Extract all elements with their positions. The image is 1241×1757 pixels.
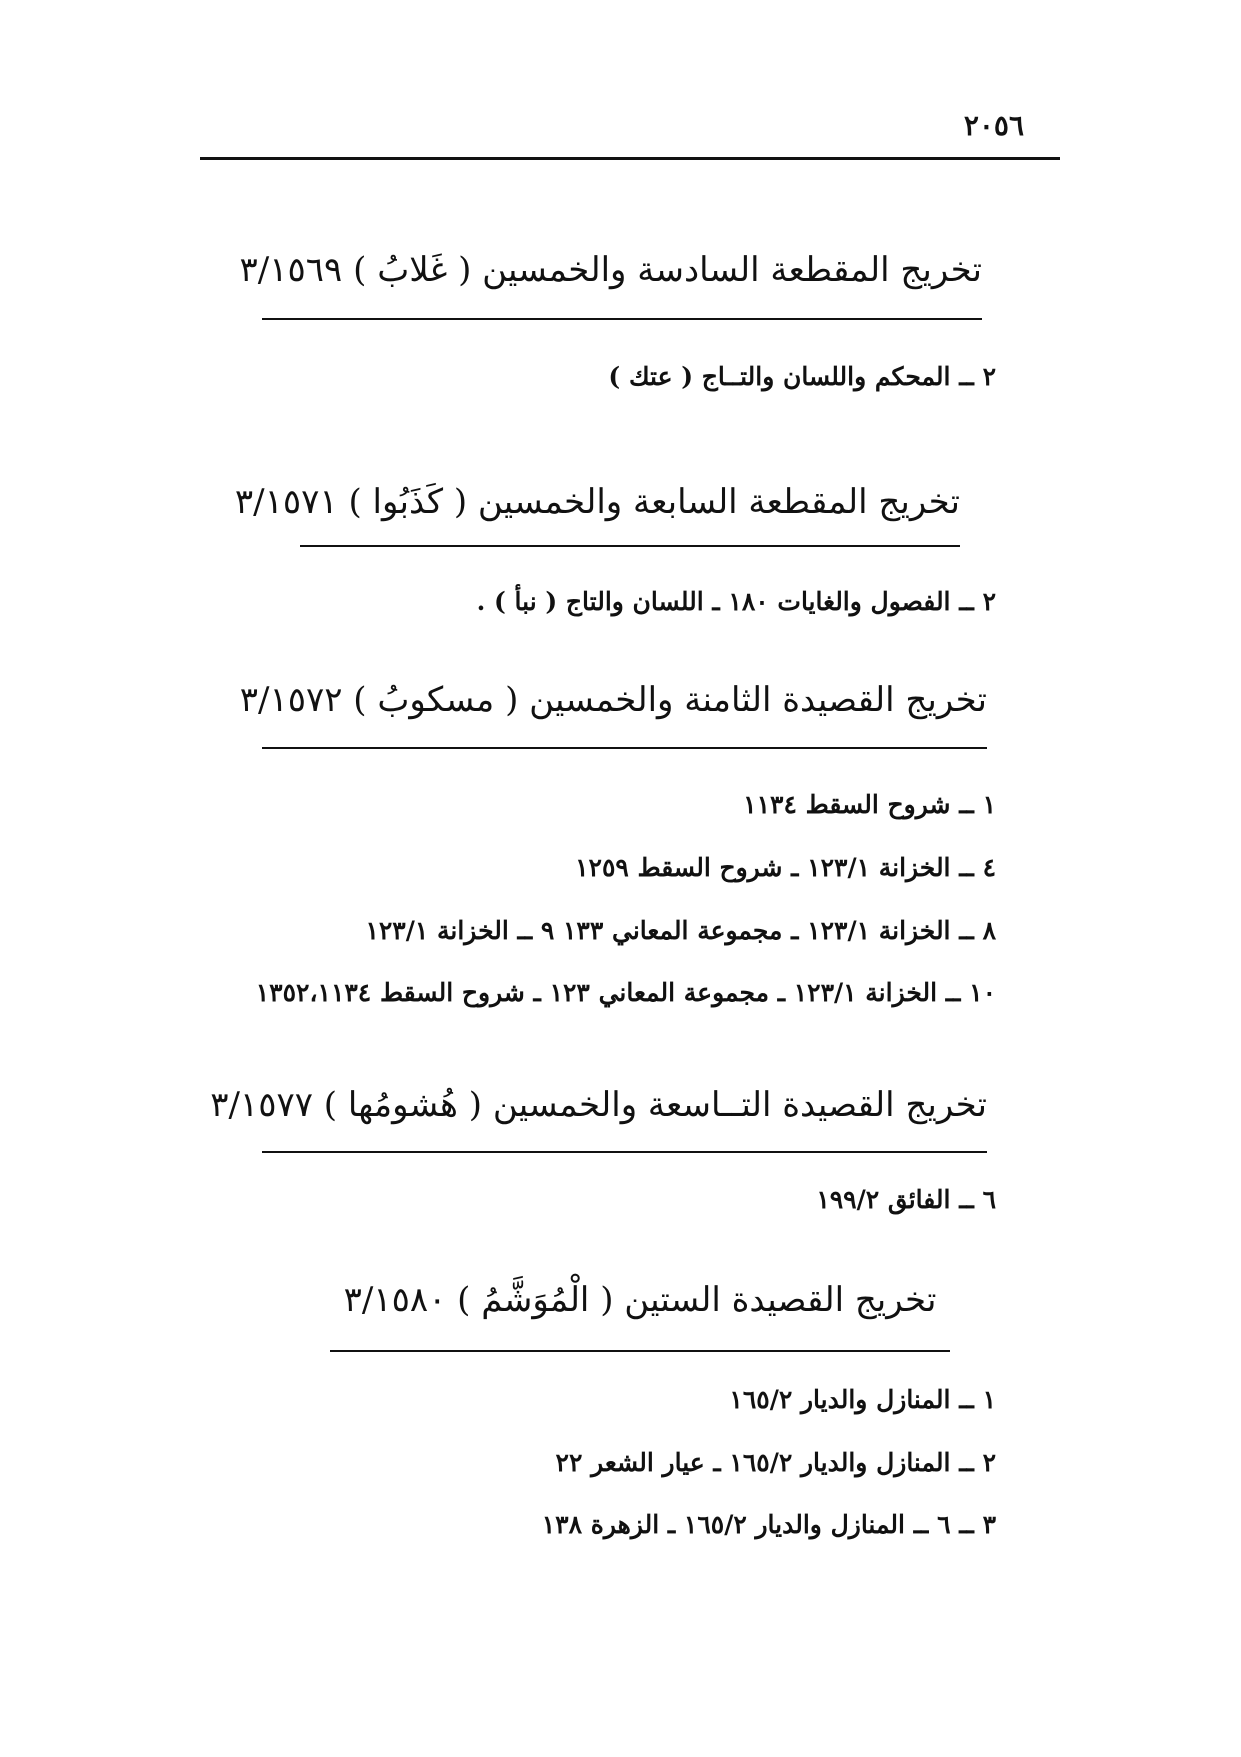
reference-line: ١٠ ــ الخزانة ١٢٣/١ ـ مجموعة المعاني ١٢٣ ـ شروح السقط ١٣٥٢،١١٣٤ <box>255 978 996 1007</box>
reference-line: ٢ ــ الفصول والغايات ١٨٠ ـ اللسان والتاج ( نبأ ) . <box>476 587 996 616</box>
section-heading: تخريج القصيدة الستين ( الْمُوَشَّمُ ) ٣/١٥٨٠ <box>343 1280 937 1320</box>
reference-line: ٦ ــ الفائق ١٩٩/٢ <box>816 1185 996 1214</box>
heading-underline <box>262 1151 987 1153</box>
heading-underline <box>300 545 960 547</box>
section-heading: تخريج القصيدة التــاسعة والخمسين ( هُشومُها ) ٣/١٥٧٧ <box>210 1085 987 1125</box>
header-rule <box>200 157 1060 160</box>
reference-line: ٨ ــ الخزانة ١٢٣/١ ـ مجموعة المعاني ١٣٣ ٩ ــ الخزانة ١٢٣/١ <box>365 916 996 945</box>
reference-line: ١ ــ شروح السقط ١١٣٤ <box>743 790 996 819</box>
section-heading: تخريج المقطعة السابعة والخمسين ( كَذَبُوا ) ٣/١٥٧١ <box>234 482 960 522</box>
reference-line: ٢ ــ المحكم واللسان والتــاج ( عتك ) <box>608 362 996 391</box>
heading-underline <box>262 747 987 749</box>
heading-underline <box>330 1350 950 1352</box>
section-heading: تخريج القصيدة الثامنة والخمسين ( مسكوبُ ) ٣/١٥٧٢ <box>239 680 987 720</box>
reference-line: ٤ ــ الخزانة ١٢٣/١ ـ شروح السقط ١٢٥٩ <box>575 853 996 882</box>
reference-line: ٢ ــ المنازل والديار ١٦٥/٢ ـ عيار الشعر ٢٢ <box>555 1448 996 1477</box>
section-heading: تخريج المقطعة السادسة والخمسين ( غَلابُ ) ٣/١٥٦٩ <box>239 250 982 290</box>
reference-line: ٣ ــ ٦ ــ المنازل والديار ١٦٥/٢ ـ الزهرة ١٣٨ <box>541 1510 996 1539</box>
heading-underline <box>262 318 982 320</box>
page-number: ٢٠٥٦ <box>963 109 1024 142</box>
reference-line: ١ ــ المنازل والديار ١٦٥/٢ <box>729 1385 996 1414</box>
